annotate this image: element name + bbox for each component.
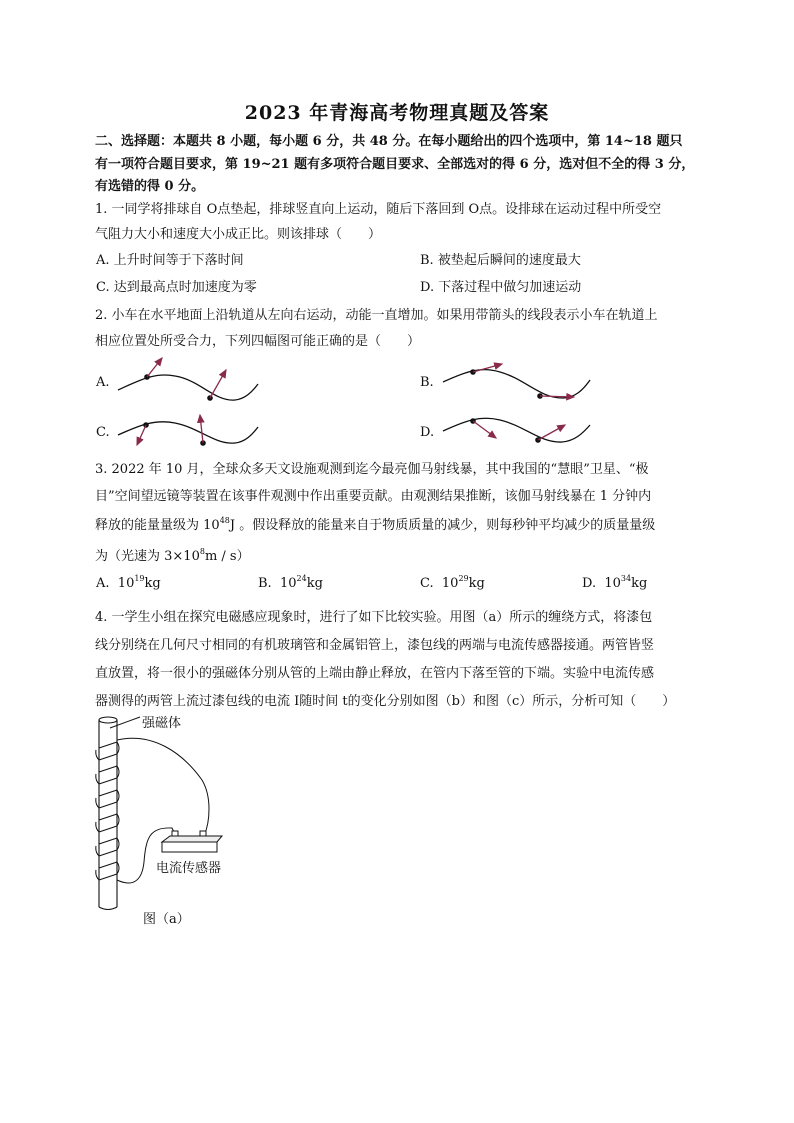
section-header-line-2: 有一项符合题目要求，第 19~21 题有多项符合题目要求、全部选对的得 6 分，选对但不全的得 3 分， <box>95 157 695 172</box>
tube-top <box>99 717 117 723</box>
tube-bottom <box>99 907 117 910</box>
q3-option-b: B. $10^{24}kg$ <box>258 574 323 591</box>
q3-option-c: C. $10^{29}kg$ <box>420 574 485 591</box>
q2-figure-c <box>115 405 265 465</box>
q1-option-a: A. 上升时间等于下落时间 <box>96 253 244 268</box>
q2-stem-line-1: 2. 小车在水平地面上沿轨道从左向右运动，动能一直增加。如果用带箭头的线段表示小车在轨道上 <box>95 308 658 323</box>
page-title: 2023 年青海高考物理真题及答案 <box>244 102 550 124</box>
current-sensor-body <box>162 842 217 852</box>
q3-stem-line-2: 目”空间望远镜等装置在该事件观测中作出重要贡献。由观测结果推断，该伽马射线暴在 1 分钟内 <box>95 489 652 504</box>
sensor-terminal <box>200 831 206 836</box>
q4-stem-line-3: 直放置，将一很小的强磁体分别从管的上端由静止释放，在管内下落至管的下端。实验中电流传感 <box>95 666 655 681</box>
q4-stem-line-2: 线分别绕在几何尺寸相同的有机玻璃管和金属铝管上，漆包线的两端与电流传感器接通。两管皆竖 <box>95 638 655 653</box>
q3-stem-line-3: 释放的能量量级为 $10^{48}J$ 。假设释放的能量来自于物质质量的减少，则每秒钟平均减少的质量量级 <box>95 516 656 533</box>
q2-label-b: B. <box>420 375 434 390</box>
q4-stem-line-1: 4. 一学生小组在探究电磁感应现象时，进行了如下比较实验。用图（a）所示的缠绕方式，将漆包 <box>95 610 653 625</box>
track-curve <box>118 375 258 400</box>
force-arrow <box>137 425 146 445</box>
q2-figure-d <box>440 405 600 465</box>
q3-option-a: A. $10^{19}kg$ <box>96 574 161 591</box>
q2-label-a: A. <box>96 375 110 390</box>
q2-label-c: C. <box>96 425 110 440</box>
q2-stem-line-2: 相应位置处所受合力，下列四幅图可能正确的是（ ） <box>95 334 421 349</box>
magnet-label: 强磁体 <box>142 716 182 731</box>
q2-label-d: D. <box>420 425 435 440</box>
force-arrow <box>473 421 496 438</box>
sensor-terminal <box>172 831 178 836</box>
q1-stem-line-2: 气阻力大小和速度大小成正比。则该排球（ ） <box>95 227 382 242</box>
q1-stem-line-1: 1. 一同学将排球自 O点垫起，排球竖直向上运动，随后下落回到 O点。设排球在运动过程中所受空 <box>95 202 662 217</box>
q1-option-c: C. 达到最高点时加速度为零 <box>96 280 257 295</box>
q1-option-b: B. 被垫起后瞬间的速度最大 <box>420 253 581 268</box>
coil-wire-top <box>117 738 209 836</box>
q1-option-d: D. 下落过程中做匀加速运动 <box>420 280 582 295</box>
q3-stem-line-4: 为（光速为 $3\times 10^8m / s$） <box>95 547 250 564</box>
q2-figure-a <box>115 352 265 412</box>
q4-stem-line-4: 器测得的两管上流过漆包线的电流 I随时间 t的变化分别如图（b）和图（c）所示，分析可知（ ） <box>95 694 676 709</box>
force-arrow <box>210 370 226 398</box>
force-arrow <box>540 396 574 397</box>
q2-figure-b <box>440 352 600 412</box>
q3-stem-line-1: 3. 2022 年 10 月，全球众多天文设施观测到迄今最亮伽马射线暴，其中我国的“慧眼”卫星、“极 <box>95 462 649 477</box>
q3-option-d: D. $10^{34}kg$ <box>582 574 648 591</box>
force-arrow <box>538 425 565 440</box>
force-arrow <box>147 358 162 377</box>
q4-figure-a <box>92 712 312 917</box>
sensor-label: 电流传感器 <box>156 861 222 876</box>
section-header-line-1: 二、选择题：本题共 8 小题，每小题 6 分，共 48 分。在每小题给出的四个选项中，第 14~18 题只 <box>95 134 683 149</box>
track-curve <box>443 370 590 398</box>
current-sensor <box>162 836 222 842</box>
figure-a-caption: 图（a） <box>143 912 190 927</box>
force-arrow <box>200 415 203 443</box>
track-curve <box>443 418 590 442</box>
section-header-line-3: 有选错的得 0 分。 <box>95 179 205 194</box>
